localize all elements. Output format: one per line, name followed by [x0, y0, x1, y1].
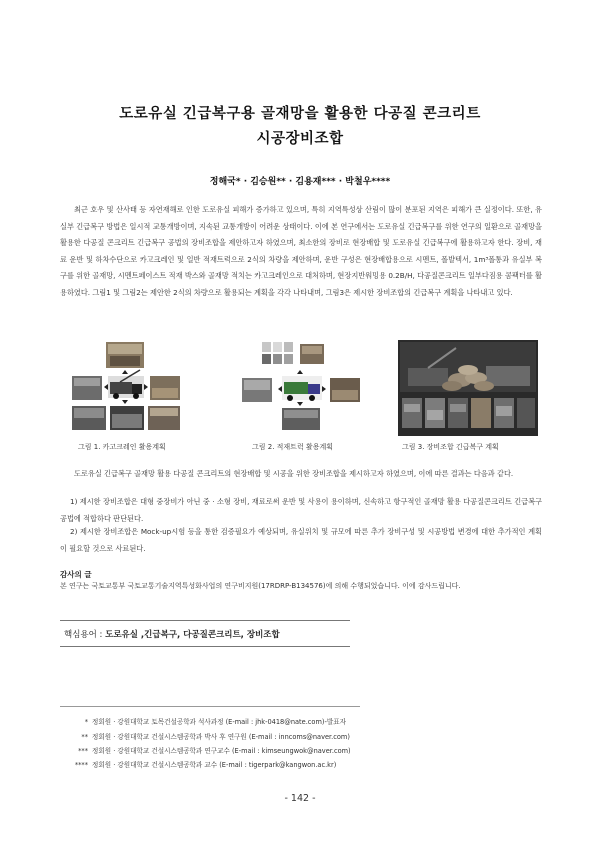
- figure-3-image: [398, 340, 538, 436]
- paper-title-line2: 시공장비조합: [256, 131, 344, 147]
- conclusion-item-1: 1) 제시한 장비조합은 대형 중장비가 아닌 중 · 소형 장비, 재료로써 운반 및 사용이 용이하며, 신속하고 항구적인 골재망 활용 다공질콘크리트 긴급복구 공법에 적합하다 판단된다.: [60, 497, 542, 523]
- footnote-2: [60, 731, 350, 741]
- footnote-mark: **: [81, 733, 88, 741]
- figure-3-caption: 그림 3. 장비조합 긴급복구 계획: [402, 443, 499, 451]
- keywords-line: [64, 628, 280, 640]
- footnote-1: [60, 716, 346, 726]
- footnote-text: 정회원 · 강원대학교 건설시스템공학과 교수 (E-mail : tigerpark@kangwon.ac.kr): [92, 761, 337, 769]
- conclusion-intro: 도로유실 긴급복구 골재망 활용 다공질 콘크리트의 현장배합 및 시공을 위한 장비조합을 제시하고자 하였으며, 이에 따른 결과는 다음과 같다.: [74, 469, 514, 478]
- footnote-rule: [60, 706, 360, 707]
- keywords-bottom-rule: [60, 646, 350, 647]
- acknowledgement-title: 감사의 글: [60, 570, 92, 579]
- footnote-mark: ***: [78, 747, 88, 755]
- keywords-label: 핵심용어 :: [64, 630, 103, 640]
- paper-title-line1: 도로유실 긴급복구용 골재망을 활용한 다공질 콘크리트: [119, 106, 481, 122]
- footnote-text: 정회원 · 강원대학교 건설시스템공학과 연구교수 (E-mail : kimseungwok@naver.com): [92, 747, 351, 755]
- abstract-paragraph: 최근 호우 및 산사태 등 자연재해로 인한 도로유실 피해가 증가하고 있으며, 특히 지역특성상 산림이 많이 분포된 지역은 피해가 큰 실정이다. 또한, 유실부 긴급복구 방법은 일시적 교통개방이며, 지속된 교통개방이 어려운 상태이다. 이에 본 연구에서는 도로유실 긴급복구를 위한 연구의 일환으로 골재망을 활용한 다공질 콘크리트 긴급복구 공법의 장비조합을 제안하고자 하였으며, 최소한의 장비로 현장배합 및 도로유실 긴급복구에 활용하고자 한다. 장비, 재료 운반 및 하차수단으로 카고크레인 및 일반 적재트럭으로 2식의 차량을 제안하며, 운반 구성은 현장배합용으로 시멘트, 폴발텍서, 1m³폴통과 유실부 복구를 위한 골재망, 시멘트페이스트 적재 박스와 골재망 적치는 카고크레인으로 대처하며, 현장지반워밍용 0.2B/H, 다공질콘크리트 일부다짐용 콤팩터를 활용하였다. 그림1 및 그림2는 제안한 2식의 차량으로 활용되는 계획을 각각 나타내며, 그림3은 제시한 장비조합의 긴급복구 계획을 나타내고 있다.: [60, 205, 542, 297]
- footnote-text: 정회원 · 강원대학교 건설시스템공학과 박사 후 연구원 (E-mail : inncoms@naver.com): [92, 733, 350, 741]
- footnote-mark: ****: [74, 761, 88, 769]
- conclusion-item-2: 2) 제시한 장비조합은 Mock-up시험 등을 통한 검증필요가 예상되며, 유실위치 및 규모에 따른 추가 장비구성 및 시공방법 변경에 대한 추가적인 계획이 필요할 것으로 사료된다.: [60, 527, 542, 553]
- figure-1-image: [70, 340, 182, 432]
- figure-2-caption: 그림 2. 적재트럭 활용계획: [252, 443, 333, 451]
- figure-1-caption: 그림 1. 카고크레인 활용계획: [78, 443, 166, 451]
- figure-2-image: [240, 340, 362, 432]
- acknowledgement-body: 본 연구는 국토교통부 국토교통기술지역특성화사업의 연구비지원(17RDRP-B134576)에 의해 수행되었습니다. 이에 감사드립니다.: [60, 582, 461, 590]
- keywords-list: 도로유실 ,긴급복구, 다공질콘크리트, 장비조합: [105, 630, 280, 640]
- keywords-top-rule: [60, 620, 350, 621]
- figure-row: [60, 340, 542, 452]
- authors: 정해국* · 김승원** · 김용재*** · 박철우****: [209, 177, 391, 187]
- footnote-3: [60, 745, 351, 755]
- page-number: - 142 -: [284, 793, 316, 804]
- footnote-4: [60, 759, 336, 769]
- footnote-mark: *: [84, 718, 88, 726]
- footnote-text: 정회원 · 강원대학교 토목건설공학과 석사과정 (E-mail : jhk-0418@nate.com)-발표자: [92, 718, 346, 726]
